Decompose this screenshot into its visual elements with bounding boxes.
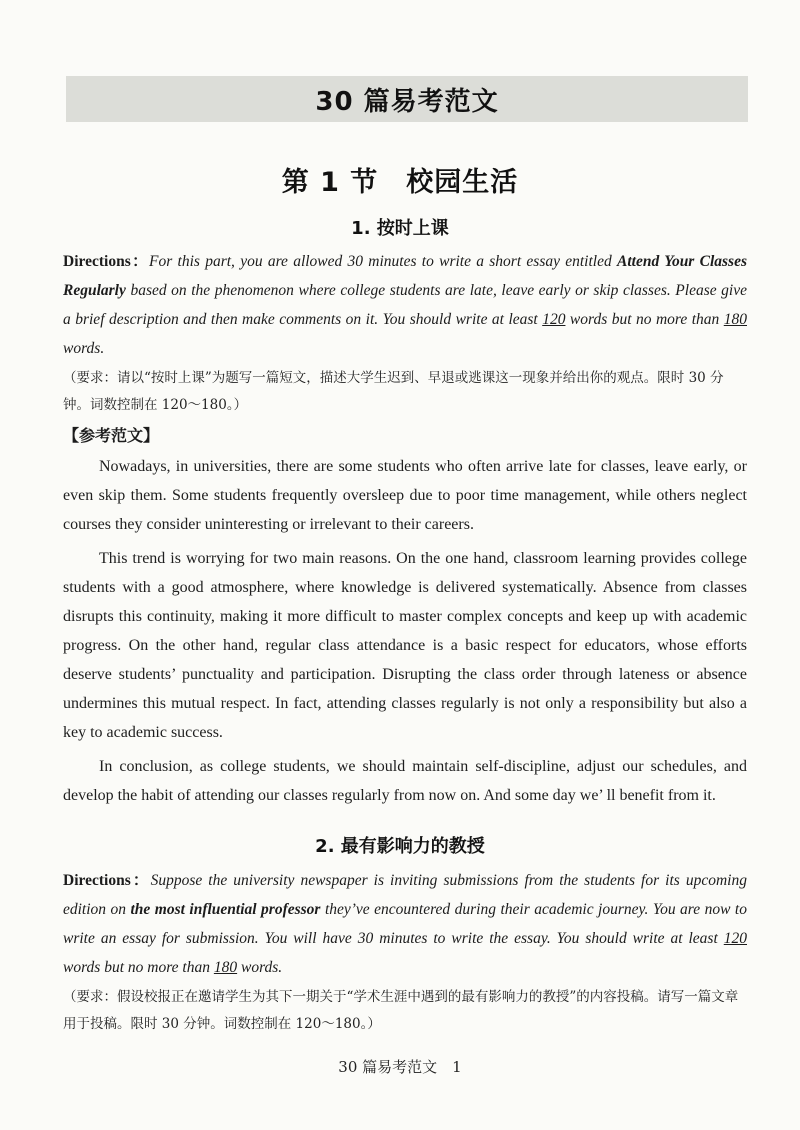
essay-paragraph-1: Nowadays, in universities, there are some students who often arrive late for classes, leave early, or even skip them. Some students frequently oversleep due to poor time management, while others neglect courses they consider uninteresting or irrelevant to their careers.: [63, 458, 747, 533]
page-footer: 30 篇易考范文 1: [338, 1058, 462, 1076]
topic-2-directions: Directions：Suppose the university newspaper is inviting submissions from the students for its upcoming edition on the most influential professor they’ve encountered during their academic journey. You are now to write an essay for submission. You will have 30 minutes to write the essay. You should write at least 120 words but no more than 180 words.: [63, 872, 747, 976]
topic-1-requirement: （要求：请以“按时上课”为题写一篇短文，描述大学生迟到、早退或逃课这一现象并给出你的观点。限时 30 分钟。词数控制在 120～180。）: [63, 370, 724, 413]
min-words: 120: [542, 311, 566, 328]
directions-label: Directions: [63, 253, 131, 270]
section-title: 第 1 节 校园生活: [281, 167, 519, 198]
max-words: 180: [213, 959, 238, 976]
chapter-title: 30 篇易考范文: [315, 86, 499, 117]
reference-essay: [63, 452, 747, 810]
essay-paragraph-2: This trend is worrying for two main reasons. On the one hand, classroom learning provides college students with a good atmosphere, where knowledge is delivered systematically. Absence from classes disrupts this continuity, making it more difficult to master complex concepts and keep up with academic progress. On the other hand, regular class attendance is a basic respect for educators, whose efforts deserve students’ punctuality and participation. Disrupting the class order through lateness or absence undermines this mutual respect. In fact, attending classes regularly is not only a responsibility but also a key to academic success.: [63, 550, 747, 741]
essay-topic: the most influential professor: [130, 901, 321, 918]
topic-2-requirement: （要求：假设校报正在邀请学生为其下一期关于“学术生涯中遇到的最有影响力的教授”的内容投稿。请写一篇文章用于投稿。限时 30 分钟。词数控制在 120～180。）: [63, 989, 739, 1032]
max-words: 180: [723, 311, 747, 328]
directions-label: Directions: [63, 872, 131, 889]
topic-1-title: 1. 按时上课: [351, 218, 449, 239]
chapter-banner: [66, 76, 748, 122]
min-words: 120: [723, 930, 747, 947]
essay-paragraph-3: In conclusion, as college students, we should maintain self-discipline, adjust our schedules, and develop the habit of attending our classes regularly from now on. And some day we’ ll benefit from it.: [63, 758, 747, 804]
topic-2-title: 2. 最有影响力的教授: [315, 836, 485, 857]
essay-title: Attend Your Classes Regularly: [63, 253, 747, 299]
reference-essay-label: 【参考范文】: [63, 426, 160, 445]
topic-1-directions: Directions：For this part, you are allowed 30 minutes to write a short essay entitled Attend Your Classes Regularly based on the phenomenon where college students are late, leave early or skip classes. Please give a brief description and then make comments on it. You should write at least 120 words but no more than 180 words.: [63, 253, 747, 357]
